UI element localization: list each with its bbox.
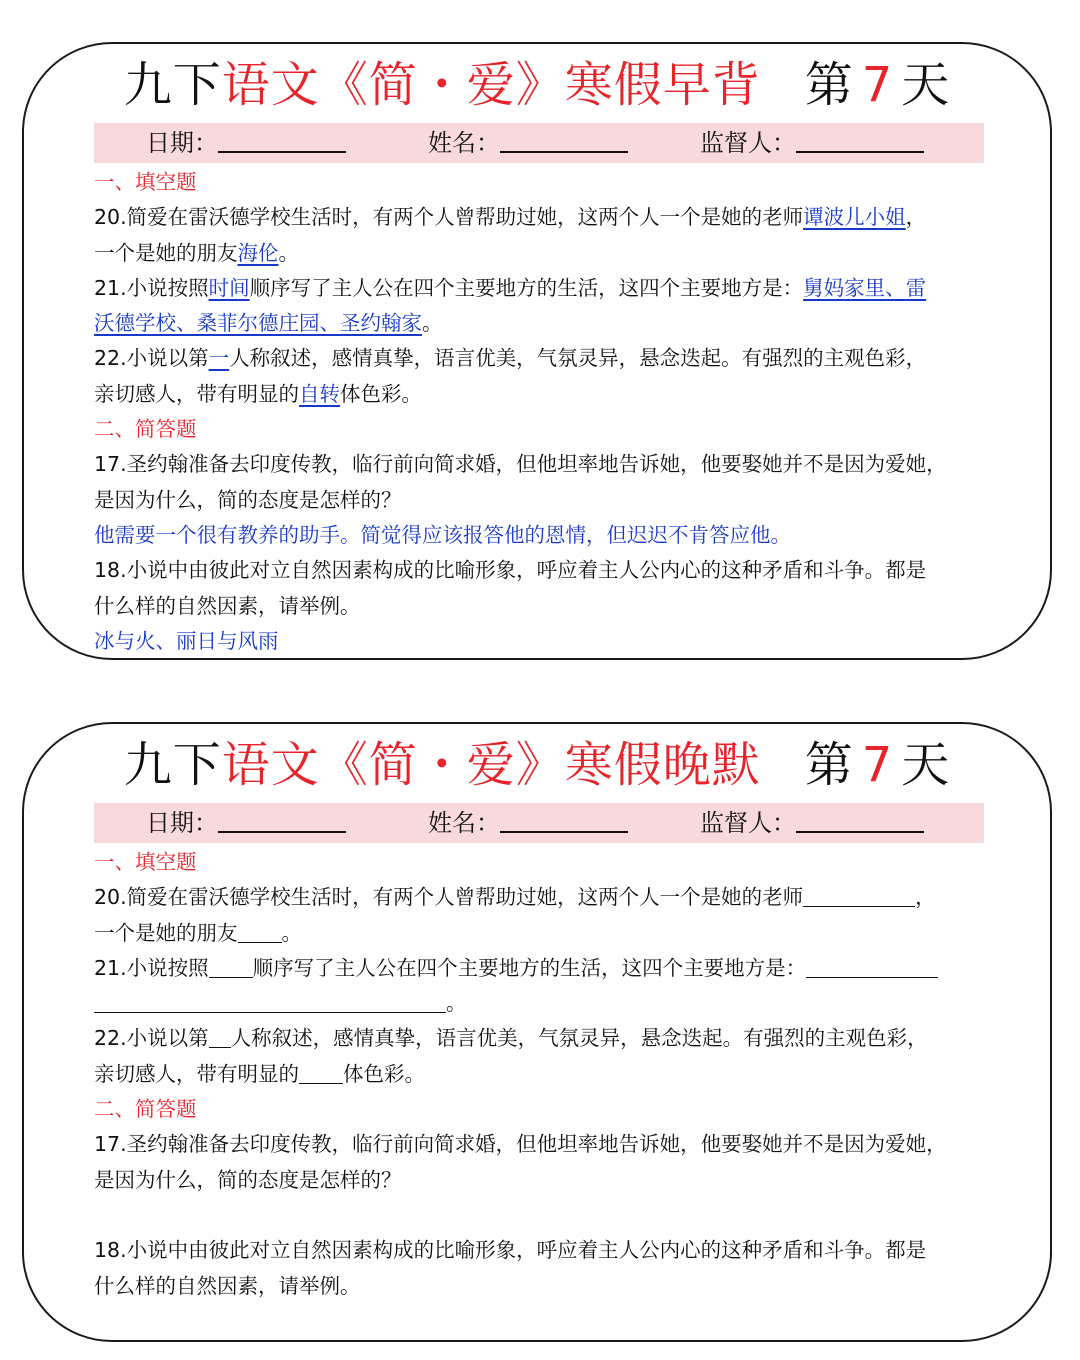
question-17-line-2: 是因为什么，简的态度是怎样的？ <box>94 1167 402 1192</box>
name-blank[interactable] <box>500 815 628 833</box>
blank-teacher[interactable] <box>803 884 915 907</box>
section-short-answer-heading: 二、简答题 <box>94 1097 197 1122</box>
blank-places-1[interactable] <box>806 955 938 978</box>
blank-places-2[interactable] <box>94 990 446 1013</box>
answer-order: 时间 <box>208 275 250 300</box>
section-fill-blank-heading: 一、填空题 <box>94 850 197 874</box>
answer-space-17[interactable] <box>94 1198 984 1233</box>
supervisor-blank[interactable] <box>796 135 924 153</box>
question-18-line-1: 18.小说中由彼此对立自然因素构成的比喻形象，呼应着主人公内心的这种矛盾和斗争。都是 <box>94 1238 927 1263</box>
question-18-line-2: 什么样的自然因素，请举例。 <box>94 1273 361 1298</box>
date-field[interactable] <box>146 803 346 843</box>
question-17-line-1: 17.圣约翰准备去印度传教，临行前向简求婚，但他坦率地告诉她，他要娶她并不是因为爱她， <box>94 452 947 477</box>
question-22-line-1: 22.小说以第一人称叙述，感情真挚，语言优美，气氛灵异，悬念迭起。有强烈的主观色彩， <box>94 346 927 371</box>
title-mode: 寒假晚默 <box>564 737 761 793</box>
supervisor-label: 监督人： <box>700 129 796 157</box>
date-label: 日期： <box>146 129 218 157</box>
title-grade: 九下 <box>123 57 222 113</box>
blank-style[interactable] <box>299 1061 343 1084</box>
supervisor-label: 监督人： <box>700 809 796 837</box>
name-label: 姓名： <box>428 809 500 837</box>
question-list <box>94 165 984 659</box>
title-day-pre: 第 <box>804 57 854 113</box>
date-label: 日期： <box>146 809 218 837</box>
answer-places-1: 舅妈家里、雷 <box>803 275 927 300</box>
question-18-line-2: 什么样的自然因素，请举例。 <box>94 593 361 618</box>
date-blank[interactable] <box>218 815 346 833</box>
title-subject: 语文《简・爱》 <box>221 737 565 793</box>
title-grade: 九下 <box>123 737 222 793</box>
name-field[interactable] <box>428 803 628 843</box>
answer-17: 他需要一个很有教养的助手。简觉得应该报答他的恩情，但迟迟不肯答应他。 <box>94 522 791 547</box>
question-21-line-1: 21.小说按照时间顺序写了主人公在四个主要地方的生活，这四个主要地方是：舅妈家里、雷 <box>94 275 927 300</box>
answer-style: 自转 <box>299 381 340 406</box>
title-day-number: 7 <box>861 57 894 113</box>
question-20-line-1: 20.简爱在雷沃德学校生活时，有两个人曾帮助过她，这两个人一个是她的老师 ， <box>94 885 936 910</box>
blank-friend[interactable] <box>238 920 282 943</box>
question-list <box>94 845 984 1304</box>
date-field[interactable] <box>146 123 346 163</box>
question-22-line-2: 亲切感人，带有明显的自转体色彩。 <box>94 381 422 406</box>
title-day-post: 天 <box>901 57 951 113</box>
question-17-line-1: 17.圣约翰准备去印度传教，临行前向简求婚，但他坦率地告诉她，他要娶她并不是因为爱她， <box>94 1132 947 1157</box>
evening-card <box>22 722 1052 1342</box>
card-title <box>24 54 1050 116</box>
blank-person[interactable] <box>209 1025 231 1048</box>
question-21-line-1: 21.小说按照 顺序写了主人公在四个主要地方的生活，这四个主要地方是： <box>94 951 984 986</box>
section-fill-blank-heading: 一、填空题 <box>94 170 197 194</box>
answer-18: 冰与火、丽日与风雨 <box>94 628 279 653</box>
question-22-line-2: 亲切感人，带有明显的 体色彩。 <box>94 1061 425 1086</box>
answer-friend: 海伦 <box>237 240 279 265</box>
blank-order[interactable] <box>209 955 253 978</box>
question-18-line-1: 18.小说中由彼此对立自然因素构成的比喻形象，呼应着主人公内心的这种矛盾和斗争。都是 <box>94 558 927 583</box>
title-day-pre: 第 <box>804 737 854 793</box>
name-blank[interactable] <box>500 135 628 153</box>
answer-places-2: 沃德学校、桑菲尔德庄园、圣约翰家 <box>94 311 422 336</box>
question-17-line-2: 是因为什么，简的态度是怎样的？ <box>94 487 402 512</box>
title-subject: 语文《简・爱》 <box>221 57 565 113</box>
name-label: 姓名： <box>428 129 500 157</box>
supervisor-blank[interactable] <box>796 815 924 833</box>
date-blank[interactable] <box>218 135 346 153</box>
question-20-line-1: 20.简爱在雷沃德学校生活时，有两个人曾帮助过她，这两个人一个是她的老师谭波儿小姐， <box>94 205 927 230</box>
info-bar <box>94 123 984 163</box>
question-22-line-1: 22.小说以第 人称叙述，感情真挚，语言优美，气氛灵异，悬念迭起。有强烈的主观色彩， <box>94 1026 928 1051</box>
question-21-line-2: 沃德学校、桑菲尔德庄园、圣约翰家。 <box>94 311 443 336</box>
info-bar <box>94 803 984 843</box>
answer-teacher: 谭波儿小姐 <box>803 205 906 230</box>
question-21-line-2: 。 <box>94 986 984 1021</box>
title-mode: 寒假早背 <box>564 57 761 113</box>
question-20-line-2: 一个是她的朋友海伦。 <box>94 240 299 265</box>
title-day-post: 天 <box>901 737 951 793</box>
name-field[interactable] <box>428 123 628 163</box>
answer-person: 一 <box>208 346 230 371</box>
supervisor-field[interactable] <box>700 803 924 843</box>
question-20-line-2: 一个是她的朋友 。 <box>94 920 302 945</box>
card-title <box>24 734 1050 796</box>
supervisor-field[interactable] <box>700 123 924 163</box>
title-day-number: 7 <box>861 737 894 793</box>
section-short-answer-heading: 二、简答题 <box>94 417 197 442</box>
morning-card <box>22 42 1052 660</box>
